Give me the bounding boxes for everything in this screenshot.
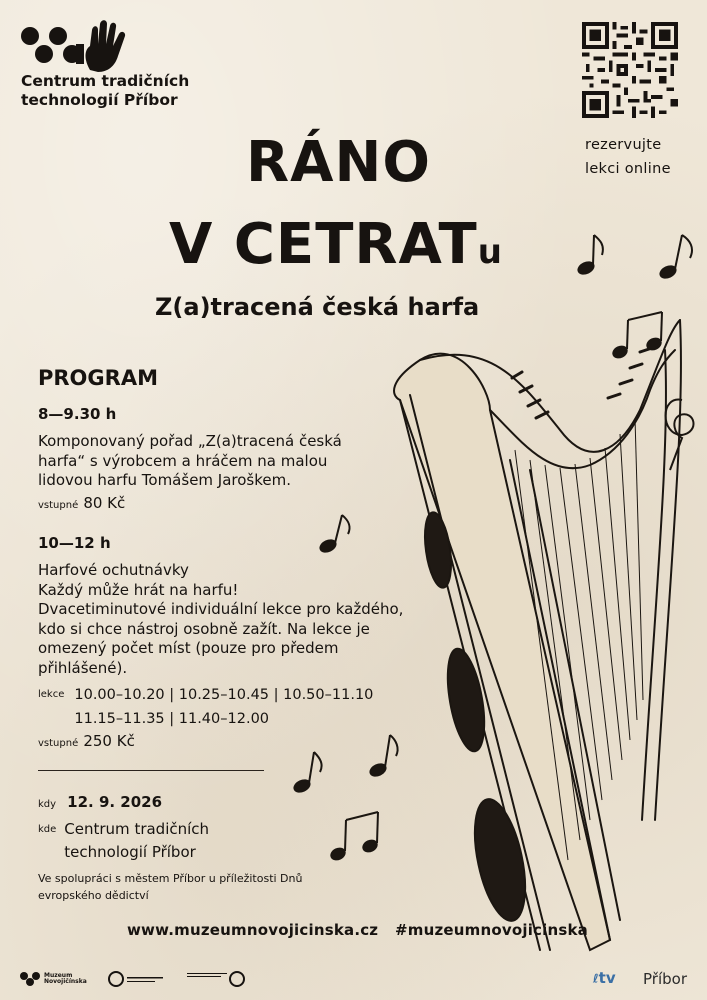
museum-logo-line1: Muzeum (44, 972, 73, 979)
qr-code-icon[interactable] (582, 22, 678, 118)
reserve-line2: lekci online (585, 161, 671, 177)
org-name (21, 72, 189, 110)
place-line1: Centrum tradičních (64, 820, 210, 838)
program-heading: PROGRAM (38, 366, 158, 390)
hashtag: #muzeumnovojicinska (395, 921, 588, 939)
museum-logo-line2: Novojičínska (44, 978, 87, 985)
title-line2-main: V CETRAT (169, 212, 478, 277)
museum-logo-icon (20, 971, 40, 987)
slots-label: lekce (38, 689, 65, 700)
website-link[interactable]: www.muzeumnovojicinska.cz (127, 921, 379, 939)
org-name-line1: Centrum tradičních (21, 72, 190, 90)
heritage-days-logo-icon (187, 969, 247, 989)
cooperation-note: Ve spolupráci s městem Příbor u příležitosti Dnů evropského dědictví (38, 872, 303, 902)
place-value (64, 818, 209, 864)
tv-logo: ℓtv (593, 969, 616, 987)
event-date (38, 792, 162, 811)
slots-times (74, 683, 373, 731)
lesson-slots (38, 683, 373, 731)
divider (38, 770, 264, 771)
partner-logo-icon (107, 969, 167, 989)
title-line2 (169, 212, 503, 282)
reserve-online[interactable] (585, 133, 671, 181)
org-name-line2: technologií Příbor (21, 91, 178, 109)
block1-fee (38, 493, 125, 512)
city-logo: Příbor (643, 970, 687, 988)
block2-text: Dvacetiminutové individuální lekce pro každého, kdo si chce nástroj osobně zažít. Na lekce je omezený počet míst (pouze pro předem přihlášené). (38, 600, 404, 677)
block2-text-wrap (38, 561, 408, 678)
place-label: kde (38, 824, 57, 835)
event-place (38, 818, 209, 864)
hand-logo-icon (20, 20, 132, 76)
reserve-line1: rezervujte (585, 137, 662, 153)
date-value: 12. 9. 2026 (67, 793, 163, 811)
title-line2-suffix: u (477, 232, 503, 272)
fee-value: 80 Kč (83, 494, 126, 512)
block2-line1: Harfové ochutnávky (38, 561, 189, 579)
block2-line2: Každý může hrát na harfu! (38, 580, 239, 599)
block2-fee (38, 731, 135, 750)
block2-time: 10—12 h (38, 534, 111, 552)
subtitle: Z(a)tracená česká harfa (155, 293, 480, 321)
slots-line2: 11.15–11.35 | 11.40–12.00 (74, 711, 270, 727)
tv-logo-text: tv (598, 969, 616, 987)
block1-time: 8—9.30 h (38, 405, 117, 423)
fee-value: 250 Kč (83, 732, 135, 750)
slots-line1: 10.00–10.20 | 10.25–10.45 | 10.50–11.10 (74, 687, 374, 703)
museum-logo (20, 971, 87, 987)
fee-label: vstupné (38, 500, 79, 511)
date-label: kdy (38, 799, 57, 810)
fee-label: vstupné (38, 738, 79, 749)
place-line2: technologií Příbor (64, 843, 196, 861)
title-line1: RÁNO (246, 130, 431, 195)
partner-logos (20, 968, 247, 990)
block1-text: Komponovaný pořad „Z(a)tracená česká harfa“ s výrobcem a hráčem na malou lidovou harfu Tomášem Jaroškem. (38, 432, 342, 489)
